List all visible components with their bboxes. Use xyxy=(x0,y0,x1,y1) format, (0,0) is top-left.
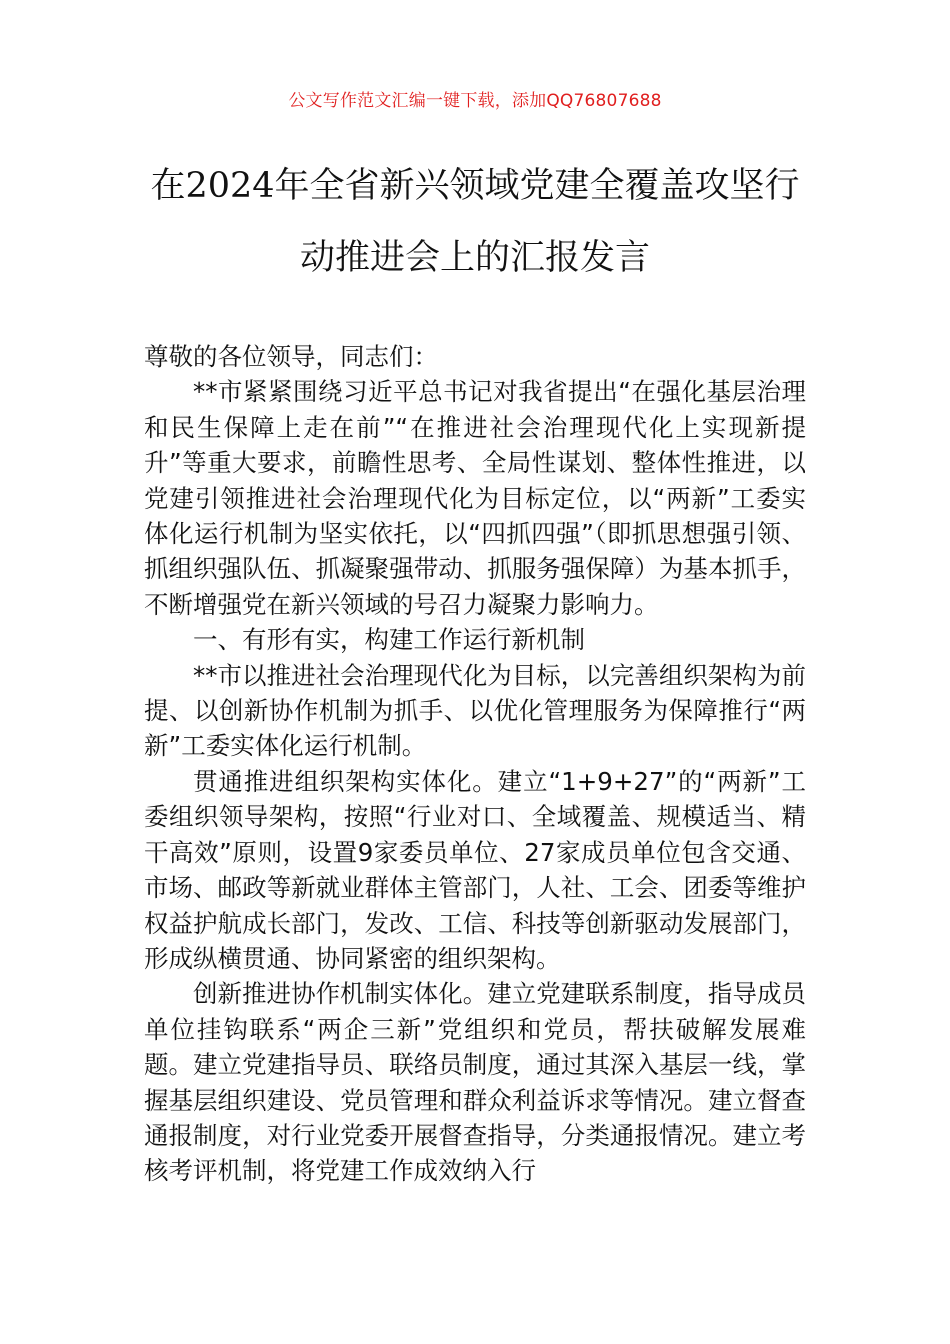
document-body xyxy=(144,339,806,1189)
paragraph: **市以推进社会治理现代化为目标，以完善组织架构为前提、以创新协作机制为抓手、以优化管理服务为保障推行“两新”工委实体化运行机制。 xyxy=(144,660,806,761)
paragraph: 贯通推进组织架构实体化。建立“1+9+27”的“两新”工委组织领导架构，按照“行业对口、全域覆盖、规模适当、精干高效”原则，设置9家委员单位、27家成员单位包含交通、市场、邮政等新就业群体主管部门，人社、工会、团委等维护权益护航成长部门，发改、工信、科技等创新驱动发展部门，形成纵横贯通、协同紧密的组织架构。 xyxy=(144,766,806,973)
watermark-header: 公文写作范文汇编一键下载，添加QQ76807688 xyxy=(288,91,662,111)
section-heading: 一、有形有实，构建工作运行新机制 xyxy=(193,625,585,655)
paragraph: **市紧紧围绕习近平总书记对我省提出“在强化基层治理和民生保障上走在前”“在推进社会治理现代化上实现新提升”等重大要求，前瞻性思考、全局性谋划、整体性推进，以党建引领推进社会治理现代化为目标定位，以“两新”工委实体化运行机制为坚实依托，以“四抓四强”（即抓思想强引领、抓组织强队伍、抓凝聚强带动、抓服务强保障）为基本抓手，不断增强党在新兴领域的号召力凝聚力影响力。 xyxy=(144,377,806,619)
paragraph: 创新推进协作机制实体化。建立党建联系制度，指导成员单位挂钩联系“两企三新”党组织和党员，帮扶破解发展难题。建立党建指导员、联络员制度，通过其深入基层一线，掌握基层组织建设、党员管理和群众利益诉求等情况。建立督查通报制度，对行业党委开展督查指导，分类通报情况。建立考核考评机制，将党建工作成效纳入行 xyxy=(144,979,806,1186)
document-title: 在2024年全省新兴领域党建全覆盖攻坚行动推进会上的汇报发言 xyxy=(150,166,800,278)
salutation: 尊敬的各位领导，同志们： xyxy=(144,342,438,371)
